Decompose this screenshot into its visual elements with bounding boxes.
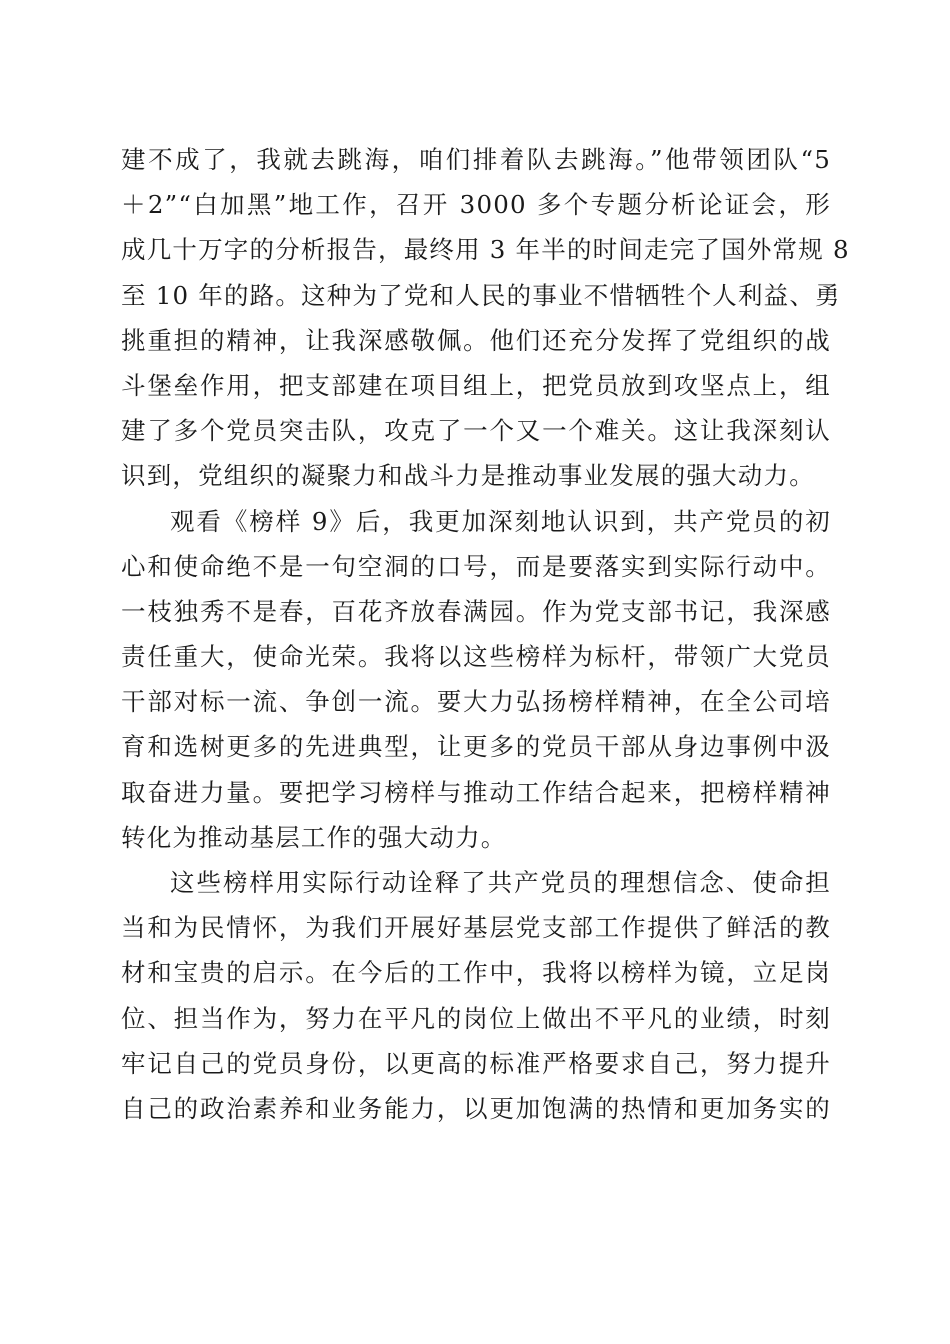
paragraph-line: 位、担当作为，努力在平凡的岗位上做出不平凡的业绩，时刻 xyxy=(121,1003,831,1033)
paragraph-1 xyxy=(121,137,850,499)
paragraph-line: 至 10 年的路。这种为了党和人民的事业不惜牺牲个人利益、勇 xyxy=(121,280,841,310)
paragraph-line: 一枝独秀不是春，百花齐放春满园。作为党支部书记，我深感 xyxy=(121,596,831,626)
paragraph-line: 育和选树更多的先进典型，让更多的党员干部从身边事例中汲 xyxy=(121,732,831,762)
paragraph-line: 转化为推动基层工作的强大动力。 xyxy=(121,822,507,852)
paragraph-3 xyxy=(121,860,831,1131)
paragraph-line: 建不成了，我就去跳海，咱们排着队去跳海。”他带领团队“5 xyxy=(121,145,831,174)
paragraph-line: ＋2”“白加黑”地工作，召开 3000 多个专题分析论证会，形 xyxy=(121,190,831,220)
paragraph-line: 材和宝贵的启示。在今后的工作中，我将以榜样为镜，立足岗 xyxy=(121,958,831,988)
paragraph-line: 这些榜样用实际行动诠释了共产党员的理想信念、使命担 xyxy=(170,868,831,897)
paragraph-2 xyxy=(121,499,831,861)
paragraph-line: 牢记自己的党员身份，以更高的标准严格要求自己，努力提升 xyxy=(121,1048,831,1078)
paragraph-line: 心和使命绝不是一句空洞的口号，而是要落实到实际行动中。 xyxy=(121,551,831,581)
paragraph-line: 挑重担的精神，让我深感敬佩。他们还充分发挥了党组织的战 xyxy=(121,325,831,355)
paragraph-line: 自己的政治素养和业务能力，以更加饱满的热情和更加务实的 xyxy=(121,1093,831,1123)
paragraph-line: 建了多个党员突击队，攻克了一个又一个难关。这让我深刻认 xyxy=(121,416,831,446)
paragraph-line: 责任重大，使命光荣。我将以这些榜样为标杆，带领广大党员 xyxy=(121,642,831,672)
paragraph-line: 观看《榜样 9》后，我更加深刻地认识到，共产党员的初 xyxy=(170,506,831,536)
paragraph-line: 取奋进力量。要把学习榜样与推动工作结合起来，把榜样精神 xyxy=(121,777,831,807)
paragraph-line: 斗堡垒作用，把支部建在项目组上，把党员放到攻坚点上，组 xyxy=(121,370,831,400)
paragraph-line: 识到，党组织的凝聚力和战斗力是推动事业发展的强大动力。 xyxy=(121,461,815,491)
paragraph-line: 当和为民情怀，为我们开展好基层党支部工作提供了鲜活的教 xyxy=(121,913,831,943)
paragraph-line: 成几十万字的分析报告，最终用 3 年半的时间走完了国外常规 8 xyxy=(121,235,850,265)
document-body xyxy=(121,137,850,1131)
paragraph-line: 干部对标一流、争创一流。要大力弘扬榜样精神，在全公司培 xyxy=(121,687,831,717)
